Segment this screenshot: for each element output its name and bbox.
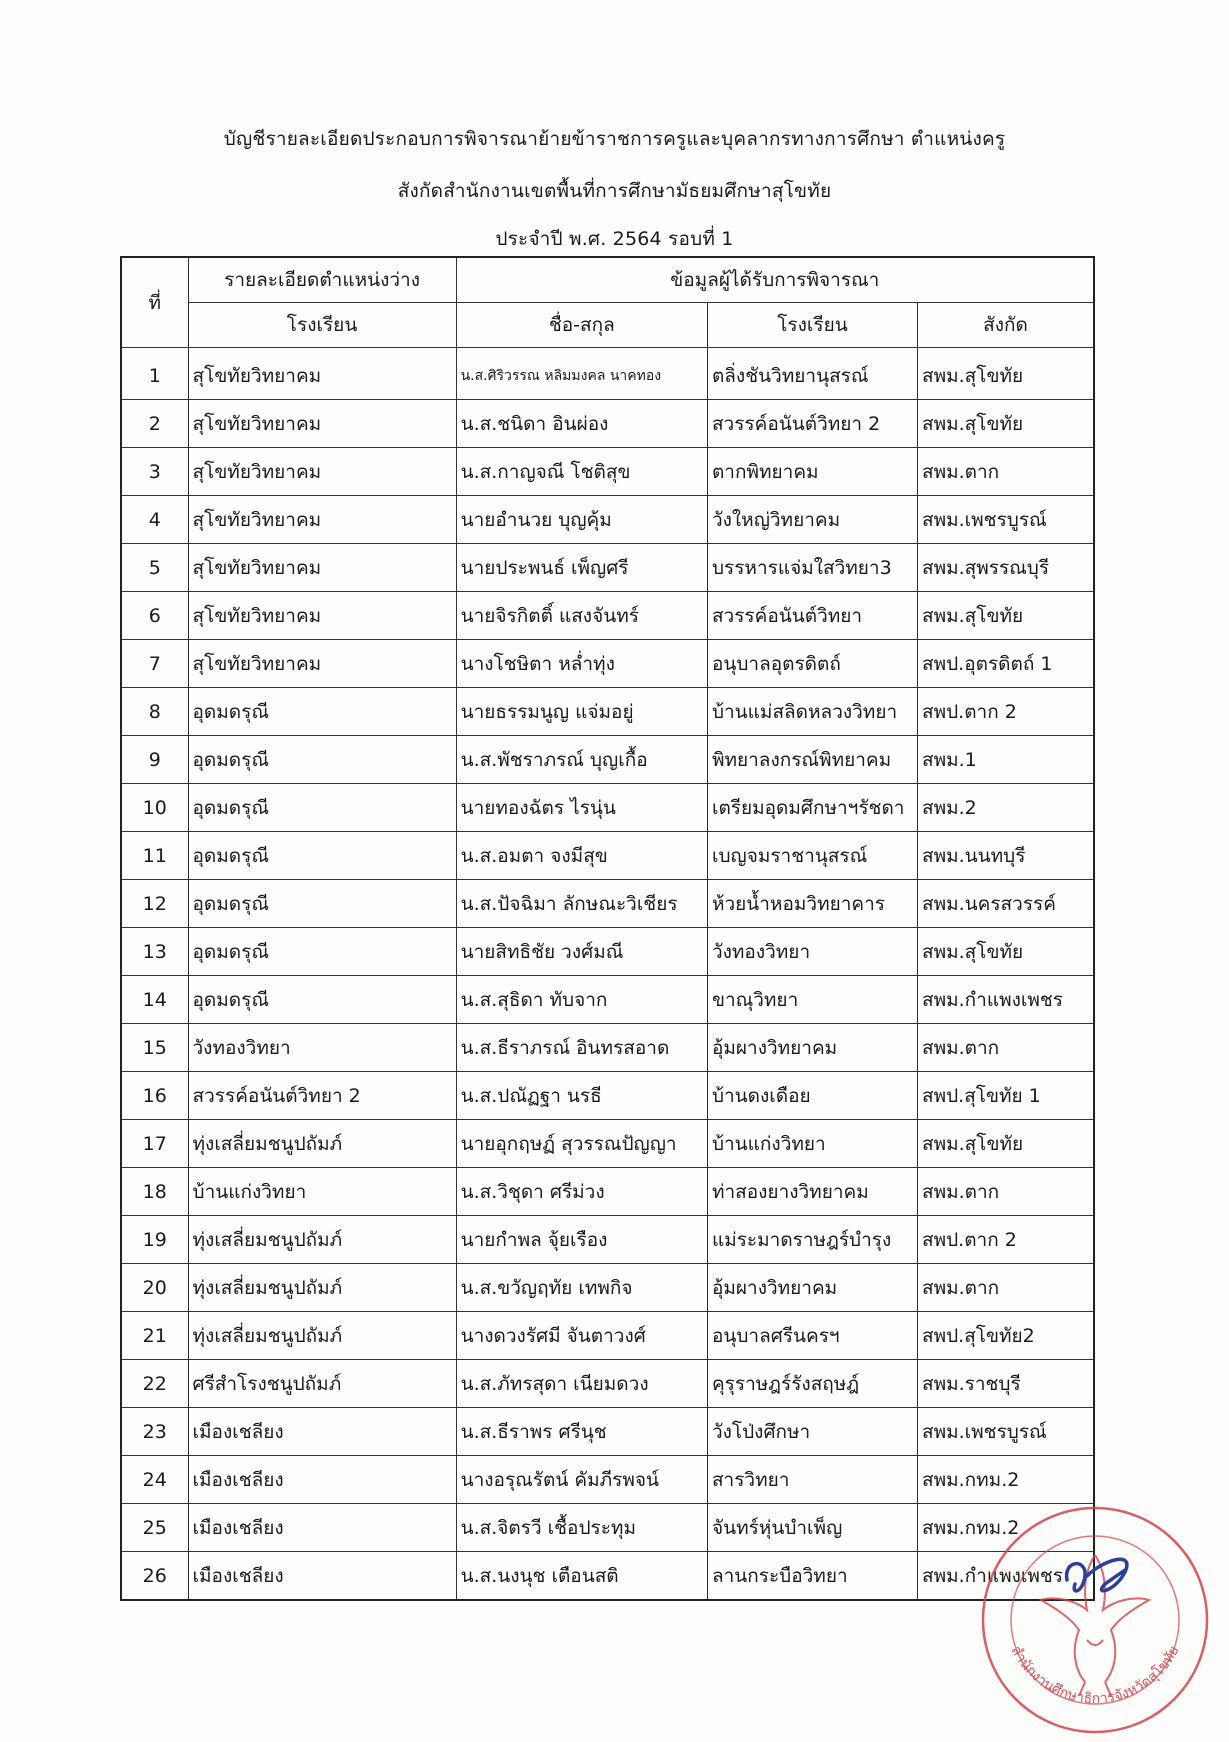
table-row — [121, 1504, 1094, 1552]
cell-name: นายธรรมนูญ แจ่มอยู่ — [456, 688, 707, 736]
cell-affiliation: สพม.สุโขทัย — [917, 348, 1094, 400]
cell-name: นายจิรกิตติ์ แสงจันทร์ — [456, 592, 707, 640]
table-row — [121, 496, 1094, 544]
cell-affiliation: สพม.เพชรบูรณ์ — [917, 1408, 1094, 1456]
table-row — [121, 640, 1094, 688]
table-row — [121, 592, 1094, 640]
cell-vacancy-school: เมืองเชลียง — [188, 1408, 456, 1456]
cell-school: วังทองวิทยา — [707, 928, 917, 976]
cell-no: 5 — [121, 544, 188, 592]
table-row — [121, 544, 1094, 592]
header-vacancy-school: โรงเรียน — [188, 303, 456, 348]
cell-name: น.ส.ปณัฏฐา นรธี — [456, 1072, 707, 1120]
cell-affiliation: สพม.สุพรรณบุรี — [917, 544, 1094, 592]
cell-school: บ้านดงเดือย — [707, 1072, 917, 1120]
cell-vacancy-school: ทุ่งเสลี่ยมชนูปถัมภ์ — [188, 1264, 456, 1312]
cell-name: นางโชษิตา หล่ำทุ่ง — [456, 640, 707, 688]
cell-school: ท่าสองยางวิทยาคม — [707, 1168, 917, 1216]
cell-school: จันทร์หุ่นบำเพ็ญ — [707, 1504, 917, 1552]
cell-school: บรรหารแจ่มใสวิทยา3 — [707, 544, 917, 592]
cell-affiliation: สพม.กทม.2 — [917, 1456, 1094, 1504]
table-row — [121, 976, 1094, 1024]
cell-affiliation: สพป.อุตรดิตถ์ 1 — [917, 640, 1094, 688]
cell-school: สวรรค์อนันต์วิทยา — [707, 592, 917, 640]
cell-school: วังใหญ่วิทยาคม — [707, 496, 917, 544]
table-row — [121, 1456, 1094, 1504]
cell-name: น.ส.ปัจฉิมา ลักษณะวิเชียร — [456, 880, 707, 928]
cell-vacancy-school: ทุ่งเสลี่ยมชนูปถัมภ์ — [188, 1120, 456, 1168]
cell-no: 6 — [121, 592, 188, 640]
cell-no: 26 — [121, 1552, 188, 1601]
cell-affiliation: สพม.ตาก — [917, 1264, 1094, 1312]
cell-affiliation: สพม.นนทบุรี — [917, 832, 1094, 880]
cell-school: เบญจมราชานุสรณ์ — [707, 832, 917, 880]
cell-name: น.ส.สุธิดา ทับจาก — [456, 976, 707, 1024]
cell-name: น.ส.ขวัญฤทัย เทพกิจ — [456, 1264, 707, 1312]
cell-name: น.ส.อมตา จงมีสุข — [456, 832, 707, 880]
cell-school: บ้านแก่งวิทยา — [707, 1120, 917, 1168]
table-row — [121, 880, 1094, 928]
cell-no: 11 — [121, 832, 188, 880]
table-row — [121, 832, 1094, 880]
header-affiliation: สังกัด — [917, 303, 1094, 348]
cell-name: น.ส.จิตรวี เชื้อประทุม — [456, 1504, 707, 1552]
cell-school: อนุบาลศรีนครฯ — [707, 1312, 917, 1360]
cell-affiliation: สพป.สุโขทัย2 — [917, 1312, 1094, 1360]
cell-affiliation: สพม.สุโขทัย — [917, 400, 1094, 448]
cell-affiliation: สพม.กทม.2 — [917, 1504, 1094, 1552]
cell-name: น.ส.กาญจณี โชติสุข — [456, 448, 707, 496]
cell-school: พิทยาลงกรณ์พิทยาคม — [707, 736, 917, 784]
cell-affiliation: สพม.สุโขทัย — [917, 592, 1094, 640]
header-school: โรงเรียน — [707, 303, 917, 348]
cell-no: 7 — [121, 640, 188, 688]
table-row — [121, 688, 1094, 736]
cell-vacancy-school: สุโขทัยวิทยาคม — [188, 640, 456, 688]
cell-affiliation: สพป.สุโขทัย 1 — [917, 1072, 1094, 1120]
cell-vacancy-school: อุดมดรุณี — [188, 976, 456, 1024]
cell-no: 2 — [121, 400, 188, 448]
cell-vacancy-school: อุดมดรุณี — [188, 832, 456, 880]
cell-school: ตากพิทยาคม — [707, 448, 917, 496]
cell-name: นายประพนธ์ เพ็ญศรี — [456, 544, 707, 592]
garuda-emblem-icon — [1041, 1555, 1149, 1696]
cell-school: แม่ระมาดราษฎร์บำรุง — [707, 1216, 917, 1264]
document-subtitle: สังกัดสำนักงานเขตพื้นที่การศึกษามัธยมศึกษาสุโขทัย — [397, 180, 832, 202]
cell-name: นายอุกฤษฏ์ สุวรรณปัญญา — [456, 1120, 707, 1168]
cell-school: ขาณุวิทยา — [707, 976, 917, 1024]
cell-name: น.ส.ภัทรสุดา เนียมดวง — [456, 1360, 707, 1408]
cell-name: น.ส.ธีราพร ศรีนุช — [456, 1408, 707, 1456]
cell-no: 10 — [121, 784, 188, 832]
cell-name: นางอรุณรัตน์ คัมภีรพจน์ — [456, 1456, 707, 1504]
cell-no: 14 — [121, 976, 188, 1024]
cell-vacancy-school: อุดมดรุณี — [188, 688, 456, 736]
svg-text:สำนักงานศึกษาธิการจังหวัดสุโขท — [1007, 1643, 1182, 1707]
cell-no: 18 — [121, 1168, 188, 1216]
cell-school: วังโป่งศึกษา — [707, 1408, 917, 1456]
table-row — [121, 1024, 1094, 1072]
cell-name: นายทองฉัตร ไรนุ่น — [456, 784, 707, 832]
cell-no: 25 — [121, 1504, 188, 1552]
cell-no: 16 — [121, 1072, 188, 1120]
cell-vacancy-school: ศรีสำโรงชนูปถัมภ์ — [188, 1360, 456, 1408]
cell-school: อุ้มผางวิทยาคม — [707, 1024, 917, 1072]
cell-school: บ้านแม่สลิดหลวงวิทยา — [707, 688, 917, 736]
cell-affiliation: สพม.ราชบุรี — [917, 1360, 1094, 1408]
cell-no: 4 — [121, 496, 188, 544]
cell-name: น.ส.วิชุดา ศรีม่วง — [456, 1168, 707, 1216]
cell-no: 21 — [121, 1312, 188, 1360]
table-row — [121, 1168, 1094, 1216]
cell-vacancy-school: สุโขทัยวิทยาคม — [188, 544, 456, 592]
table-row — [121, 1072, 1094, 1120]
cell-vacancy-school: อุดมดรุณี — [188, 736, 456, 784]
cell-no: 3 — [121, 448, 188, 496]
cell-name: น.ส.ธีราภรณ์ อินทรสอาด — [456, 1024, 707, 1072]
cell-no: 22 — [121, 1360, 188, 1408]
cell-vacancy-school: บ้านแก่งวิทยา — [188, 1168, 456, 1216]
cell-school: สารวิทยา — [707, 1456, 917, 1504]
table-row — [121, 348, 1094, 400]
stamp-text: สำนักงานศึกษาธิการจังหวัดสุโขทัย — [1007, 1643, 1183, 1707]
table-row — [121, 736, 1094, 784]
table-row — [121, 1552, 1094, 1601]
document-title: บัญชีรายละเอียดประกอบการพิจารณาย้ายข้าราชการครูและบุคลากรทางการศึกษา ตำแหน่งครู — [223, 128, 1006, 150]
signature-icon — [1067, 1559, 1127, 1591]
cell-vacancy-school: อุดมดรุณี — [188, 880, 456, 928]
cell-vacancy-school: ทุ่งเสลี่ยมชนูปถัมภ์ — [188, 1312, 456, 1360]
cell-no: 23 — [121, 1408, 188, 1456]
cell-name: นางดวงรัศมี จันตาวงศ์ — [456, 1312, 707, 1360]
cell-affiliation: สพม.นครสวรรค์ — [917, 880, 1094, 928]
cell-no: 8 — [121, 688, 188, 736]
table-body — [121, 348, 1094, 1601]
cell-affiliation: สพม.สุโขทัย — [917, 928, 1094, 976]
table-row — [121, 1120, 1094, 1168]
cell-school: ลานกระบือวิทยา — [707, 1552, 917, 1601]
cell-no: 1 — [121, 348, 188, 400]
cell-no: 15 — [121, 1024, 188, 1072]
cell-affiliation: สพม.1 — [917, 736, 1094, 784]
cell-affiliation: สพม.สุโขทัย — [917, 1120, 1094, 1168]
cell-affiliation: สพป.ตาก 2 — [917, 1216, 1094, 1264]
header-name: ชื่อ-สกุล — [456, 303, 707, 348]
cell-name: น.ส.ศิริวรรณ หลิมมงคล นาคทอง — [456, 348, 707, 400]
cell-affiliation: สพม.ตาก — [917, 1024, 1094, 1072]
cell-no: 12 — [121, 880, 188, 928]
cell-name: นายอำนวย บุญคุ้ม — [456, 496, 707, 544]
cell-vacancy-school: เมืองเชลียง — [188, 1552, 456, 1601]
cell-affiliation: สพม.ตาก — [917, 1168, 1094, 1216]
cell-school: อุ้มผางวิทยาคม — [707, 1264, 917, 1312]
cell-name: นายสิทธิชัย วงศ์มณี — [456, 928, 707, 976]
cell-school: อนุบาลอุตรดิตถ์ — [707, 640, 917, 688]
cell-vacancy-school: สุโขทัยวิทยาคม — [188, 448, 456, 496]
cell-vacancy-school: วังทองวิทยา — [188, 1024, 456, 1072]
cell-school: คุรุราษฎร์รังสฤษฎ์ — [707, 1360, 917, 1408]
table-row — [121, 1360, 1094, 1408]
cell-affiliation: สพม.กำแพงเพชร — [917, 1552, 1094, 1601]
cell-no: 13 — [121, 928, 188, 976]
document-period: ประจำปี พ.ศ. 2564 รอบที่ 1 — [495, 228, 734, 250]
table-row — [121, 1408, 1094, 1456]
cell-no: 24 — [121, 1456, 188, 1504]
cell-school: สวรรค์อนันต์วิทยา 2 — [707, 400, 917, 448]
cell-affiliation: สพม.เพชรบูรณ์ — [917, 496, 1094, 544]
table-row — [121, 448, 1094, 496]
cell-name: น.ส.นงนุช เตือนสติ — [456, 1552, 707, 1601]
cell-vacancy-school: อุดมดรุณี — [188, 928, 456, 976]
cell-no: 9 — [121, 736, 188, 784]
cell-school: ห้วยน้ำหอมวิทยาคาร — [707, 880, 917, 928]
cell-no: 17 — [121, 1120, 188, 1168]
cell-name: น.ส.ชนิดา อินผ่อง — [456, 400, 707, 448]
cell-affiliation: สพป.ตาก 2 — [917, 688, 1094, 736]
cell-vacancy-school: เมืองเชลียง — [188, 1504, 456, 1552]
cell-school: ตลิ่งชันวิทยานุสรณ์ — [707, 348, 917, 400]
cell-school: เตรียมอุดมศึกษาฯรัชดา — [707, 784, 917, 832]
table-row — [121, 1312, 1094, 1360]
official-seal-stamp — [975, 1500, 1215, 1740]
table-row — [121, 928, 1094, 976]
table-row — [121, 784, 1094, 832]
cell-affiliation: สพม.2 — [917, 784, 1094, 832]
table-row — [121, 1264, 1094, 1312]
cell-vacancy-school: สุโขทัยวิทยาคม — [188, 496, 456, 544]
table-row — [121, 1216, 1094, 1264]
cell-no: 19 — [121, 1216, 188, 1264]
header-vacancy-group: รายละเอียดตำแหน่งว่าง — [188, 257, 456, 303]
cell-vacancy-school: ทุ่งเสลี่ยมชนูปถัมภ์ — [188, 1216, 456, 1264]
transfer-table — [120, 256, 1095, 1601]
cell-vacancy-school: สวรรค์อนันต์วิทยา 2 — [188, 1072, 456, 1120]
cell-vacancy-school: เมืองเชลียง — [188, 1456, 456, 1504]
cell-name: นายกำพล จุ้ยเรือง — [456, 1216, 707, 1264]
cell-vacancy-school: อุดมดรุณี — [188, 784, 456, 832]
cell-affiliation: สพม.ตาก — [917, 448, 1094, 496]
cell-vacancy-school: สุโขทัยวิทยาคม — [188, 592, 456, 640]
cell-vacancy-school: สุโขทัยวิทยาคม — [188, 348, 456, 400]
cell-name: น.ส.พัชราภรณ์ บุญเกื้อ — [456, 736, 707, 784]
cell-affiliation: สพม.กำแพงเพชร — [917, 976, 1094, 1024]
table-header — [121, 257, 1094, 348]
header-candidate-group: ข้อมูลผู้ได้รับการพิจารณา — [456, 257, 1094, 303]
cell-no: 20 — [121, 1264, 188, 1312]
header-no: ที่ — [121, 257, 188, 348]
table-row — [121, 400, 1094, 448]
cell-vacancy-school: สุโขทัยวิทยาคม — [188, 400, 456, 448]
